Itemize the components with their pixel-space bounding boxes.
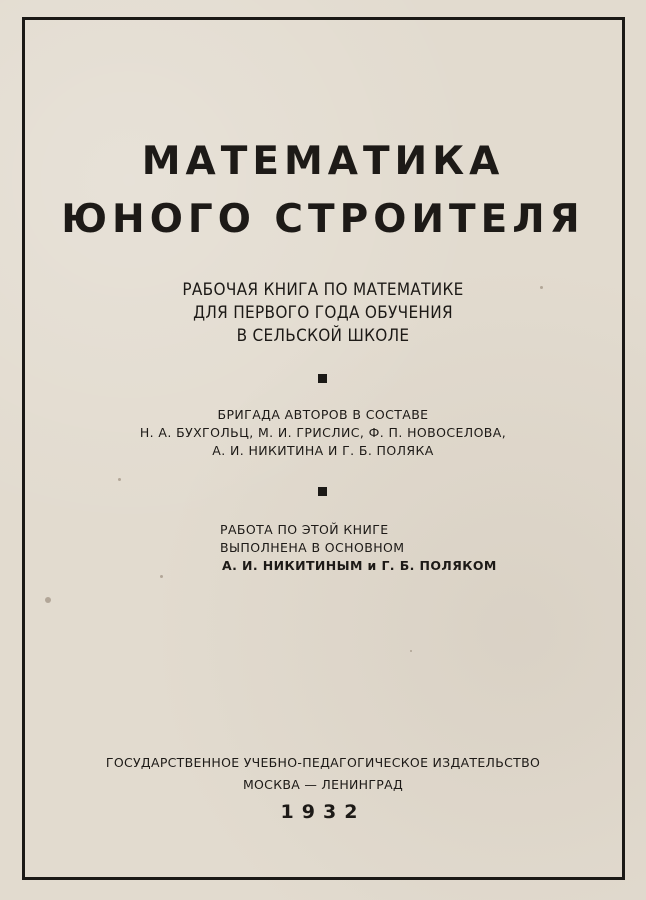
publisher-name: ГОСУДАРСТВЕННОЕ УЧЕБНО-ПЕДАГОГИЧЕСКОЕ ИЗДАТЕЛЬСТВО [105, 755, 541, 770]
separator-square [318, 374, 327, 383]
subtitle-line: ДЛЯ ПЕРВОГО ГОДА ОБУЧЕНИЯ [193, 303, 453, 323]
publisher-city: МОСКВА — ЛЕНИНГРАД [242, 777, 404, 792]
title-line: ЮНОГО СТРОИТЕЛЯ [61, 197, 585, 242]
work-note-line: А. И. НИКИТИНЫМ и Г. Б. ПОЛЯКОМ [222, 558, 497, 573]
authors-line: А. И. НИКИТИНА И Г. Б. ПОЛЯКА [212, 443, 434, 458]
authors-line: БРИГАДА АВТОРОВ В СОСТАВЕ [217, 407, 429, 422]
publication-year: 1932 [280, 801, 366, 823]
subtitle-line: РАБОЧАЯ КНИГА ПО МАТЕМАТИКЕ [182, 280, 464, 300]
separator-square [318, 487, 327, 496]
title-line: МАТЕМАТИКА [141, 139, 505, 184]
authors-line: Н. А. БУХГОЛЬЦ, М. И. ГРИСЛИС, Ф. П. НОВОСЕЛОВА, [139, 425, 507, 440]
work-note-block [220, 521, 497, 575]
subtitle-line: В СЕЛЬСКОЙ ШКОЛЕ [236, 326, 410, 346]
authors-block [0, 406, 646, 460]
work-note-line: РАБОТА ПО ЭТОЙ КНИГЕ [220, 522, 389, 537]
publisher-block [0, 752, 646, 796]
book-title [0, 133, 646, 249]
subtitle-block [0, 279, 646, 348]
title-block [0, 133, 646, 249]
work-note-line: ВЫПОЛНЕНА В ОСНОВНОМ [220, 540, 405, 555]
